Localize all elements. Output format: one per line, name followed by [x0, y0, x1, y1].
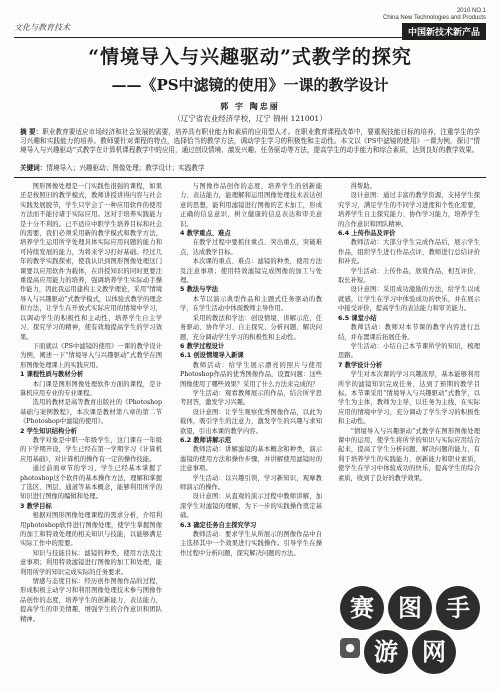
section-heading: 6.2 教师讲解示范	[180, 436, 232, 444]
body-paragraph: 通过前面章节的学习，学生已经基本掌握了photoshop这个软件的基本操作方法，理解和掌握了选区、图层、通道等基本概念，能够利用所学的知识进行图像的编辑和处理。	[20, 465, 162, 501]
body-paragraph: 学生活动：小结自己本节课所学的知识，梳理思路。	[338, 342, 480, 360]
abstract-divider	[14, 177, 486, 178]
section-heading: 6 教学过程设计	[180, 342, 225, 350]
watermark-char: 网	[412, 630, 456, 674]
body-paragraph: 本次课的重点、难点：滤镜的种类，使用方法及注意事项；使用特效滤镜完成图像的加工与处理。	[180, 258, 322, 285]
section-heading: 6.3 确定任务自主探究学习	[180, 521, 257, 529]
author-affiliation: （辽宁省农业经济学校，辽宁 锦州 121001）	[173, 114, 327, 123]
section-heading: 2 学生知识结构分析	[20, 427, 77, 435]
abstract-text: 职业教育要适应市场经济和社会发展的需要，培养具有职业能力和素质的应用型人才。在职业教育课程改革中，要重视技能目标的培养，注重学生的学习兴趣和实践能力的培养。教师要针对课程的特点，选择恰当的教学方法，调动学生学习的积极性和主动性。本文以《PS中滤镜的使用》一课为例，探讨“情境导入与兴趣驱动”式教学在计算机课程教学中的应用，通过创设情境、激发兴趣、任务驱动等方法，提高学生的动手能力和综合素质，达到良好的教学效果。	[20, 128, 481, 154]
body-paragraph: 选用的教材是高等教育出版社的《Photoshop基础与案例教程》，本次课是教材第八章的第二节《Photoshop中滤镜的使用》。	[20, 399, 162, 426]
body-column-3	[338, 182, 480, 574]
article-title: “情境导入与兴趣驱动”式教学的探究	[88, 46, 412, 68]
body-paragraph: 设计意图：通过丰富的教学资源，支持学生探究学习，满足学生的不同学习进度和个性化需要，培养学生自主探究能力、协作学习能力，培养学生的合作意识和团队精神。	[338, 192, 480, 228]
body-paragraph: 教师活动：给学生展示漂亮的照片与使用Photoshop作品的优秀图像作品，设置问题：这些图像使用了哪些效果？采用了什么方法来完成的？	[180, 361, 322, 388]
body-paragraph: 设计意图：采用成功激励的方法，给学生以成就感，让学生在学习中体验成功的快乐，并在展示中接受评价，提高学生的表达能力和审美能力。	[338, 286, 480, 313]
keywords-label: 关键词：	[20, 164, 47, 172]
body-paragraph: 学生对本次课的学习兴趣浓厚，基本能够利用所学的滤镜知识完成任务，达到了预期的教学目标。本节课采用“情境导入与兴趣驱动”式教学，以学生为主体，教师为主导，以任务为主线，在实际应用的情境中学习，充分调动了学生学习的积极性和主动性。	[338, 371, 480, 426]
body-paragraph: 知识与技能目标：滤镜的种类，使用方法及注意事项；利用特效滤镜进行图像的加工和处理，能利用所学的知识完成实际的任务要求。	[20, 549, 162, 576]
body-paragraph: 本节以演示典型作品和主题式任务驱动的教学，在学生活动中体现教师主导作用。	[180, 295, 322, 313]
body-paragraph: 与图像作品创作的态度，培养学生的创新能力、表达能力，能理解和运用图像处理技术表达创意的思想，能利用滤镜进行图像的艺术加工，形成正确的信息意识，树立健康的信息表达和审美意识。	[180, 183, 322, 228]
keywords-text: 情境导入；兴趣驱动；图像处理；教学设计；实践教学	[46, 164, 205, 172]
body-paragraph: 本门课是图形图像处理软件方面的课程，是计算机应用专业的专业课程。	[20, 380, 162, 397]
body-column-1	[20, 182, 162, 682]
body-column-2	[180, 182, 322, 682]
body-paragraph: 教学对象是中职一年级学生，这门课在一年级的下学期开设，学生已经在第一学期学习《计算机应用基础》，对计算机的操作有一定的操作技能。	[20, 436, 162, 463]
body-paragraph: 教师活动：要求学生从所展示的图像作品中自主选择其中一个效果进行实践操作。引导学生在操作过程中分析问题，探究解决问题的方法。	[180, 531, 322, 557]
body-paragraph: 下面就以《PS中滤镜的使用》一课的教学设计为例，阐述一下“情境导入与兴趣驱动”式教学在图形图像处理课上的实践应用。	[20, 342, 162, 369]
section-heading: 4 教学重点、难点	[180, 230, 231, 238]
issue-number: 2010 NO.1	[456, 8, 486, 14]
watermark-logo	[340, 586, 486, 672]
article-authors: 郭 宇 陶忠丽	[220, 101, 280, 111]
watermark-char: 游	[364, 630, 408, 674]
watermark-char: 手	[436, 586, 480, 630]
journal-english-name: China New Technologies and Products	[383, 15, 486, 21]
section-heading: 6.5 课堂小结	[338, 314, 377, 322]
section-heading: 6.4 上传作品及评价	[338, 230, 396, 238]
body-paragraph: 学生活动：以兴趣引领，学习新知识，观摩教师演示的操作。	[180, 474, 322, 491]
watermark-char: 赛	[340, 586, 384, 630]
header-divider	[14, 37, 486, 38]
body-paragraph: 采用的教法和学法：创设情境、讲解示范、任务驱动、协作学习、自主探究、分析问题、解决问题，充分调动学生学习的积极性和主动性。	[180, 314, 322, 341]
journal-header	[0, 0, 500, 38]
body-paragraph: 教师活动：教师对本节课的教学内容进行总结，并布置课后拓展任务。	[338, 324, 480, 341]
body-paragraph: 在教学过程中要抓住重点、突出重点，突破难点，达成教学目标。	[180, 239, 322, 256]
abstract-label: 摘 要：	[20, 128, 43, 136]
body-paragraph: 学生活动：观看教师展示的作品，结合所学思考回答，激发学习兴趣。	[180, 389, 322, 407]
watermark-char: 图	[388, 586, 432, 630]
section-heading: 7 教学设计分析	[338, 361, 383, 369]
body-paragraph: 教师活动：大部分学生完成作品后，展示学生作品，组织学生进行作品点评，教师进行总结评价和补充。	[338, 239, 480, 266]
section-heading: 3 教学目标	[20, 502, 52, 510]
article-subtitle: ——《PS中滤镜的使用》一课的教学设计	[111, 76, 389, 94]
body-paragraph: 设计意图：让学生观察优秀图像作品，以此为载体，吸引学生的注意力，激发学生的兴趣与求知欲望，引出本课的教学内容。	[180, 408, 322, 435]
section-heading: 5 教法与学法	[180, 286, 219, 294]
journal-masthead	[296, 8, 486, 40]
body-paragraph: 学生活动：上传作品，欣赏作品，相互评价，取长补短。	[338, 267, 480, 285]
keywords	[20, 164, 480, 173]
abstract	[20, 128, 480, 155]
body-paragraph: “情境导入与兴趣驱动”式教学在图形图像处理课中的运用，使学生将所学的知识与实际应用结合起来，提高了学生分析问题、解决问题的能力，有利于培养学生的实践能力、创新能力和职业素质，使学生在学习中体验成功的快乐，提高学生的综合素质，收到了良好的教学效果。	[338, 427, 480, 482]
body-paragraph: 根据对图形图像处理课程的需求分析，介绍利用photoshop软件进行图像处理，使学生掌握图像的加工和特效处理的相关知识与技能，以能够满足实际工作中的需要。	[20, 512, 162, 548]
body-paragraph: 情感与态度目标：经历创作图像作品的过程，形成积极主动学习和利用图像处理技术参与图像作品创作的态度，培养学生的创新能力、表达能力，提高学生的审美情趣，增强学生的合作意识和团队精神。	[20, 578, 162, 623]
gamepad-icon: ●	[340, 638, 360, 658]
body-paragraph: 图形图像处理是一门实践性很强的课程，如果还是按照旧的教学模式，教师讲授讲得内容与社会实践发展脱节，学生只学会了一种应用软件的使用方法而不能付诸于实际应用。这对于培养实践能力是十分不利的。已不适应中职学生培养目标和社会的需要，我们必须采用新的教学模式和教学方法，培养学生运用所学处理具体实际应用问题的能力和可持续发展的能力，为将来学习打好基础。经过几年的教学实践探索，使我认识到图形图像处理这门课要以应用软件为载体，在讲授知识的同时更要注重提高应用能力的培养，强调培养学生实际动手操作能力，因此我运用建构主义教学理论，采用“情境导入与兴趣驱动”式教学模式，以体验式教学的理念和方法，让学生在开放式实际应用的情境中学习，以调动学生的积极性和主动性，培养学生自主学习、探究学习的精神，使有效地提高学生的学习效果。	[20, 183, 162, 341]
body-paragraph: 设计意图：从直观的演示过程中教师讲解，加深学生对滤镜的理解，为下一步的实践操作奠定基础。	[180, 493, 322, 520]
section-heading: 6.1 创设情境导入新课	[180, 352, 244, 360]
section-heading: 1 课程性质与教材分析	[20, 371, 84, 379]
body-paragraph: 得帮助。	[350, 183, 376, 190]
section-label: 文化与教育技术	[14, 23, 70, 32]
body-paragraph: 教师活动：讲解滤镜的基本概念和种类，演示滤镜的使用方法和操作步骤，并讲解使用滤镜时的注意事项。	[180, 446, 322, 473]
journal-name: 中国新技术新产品	[402, 23, 486, 40]
